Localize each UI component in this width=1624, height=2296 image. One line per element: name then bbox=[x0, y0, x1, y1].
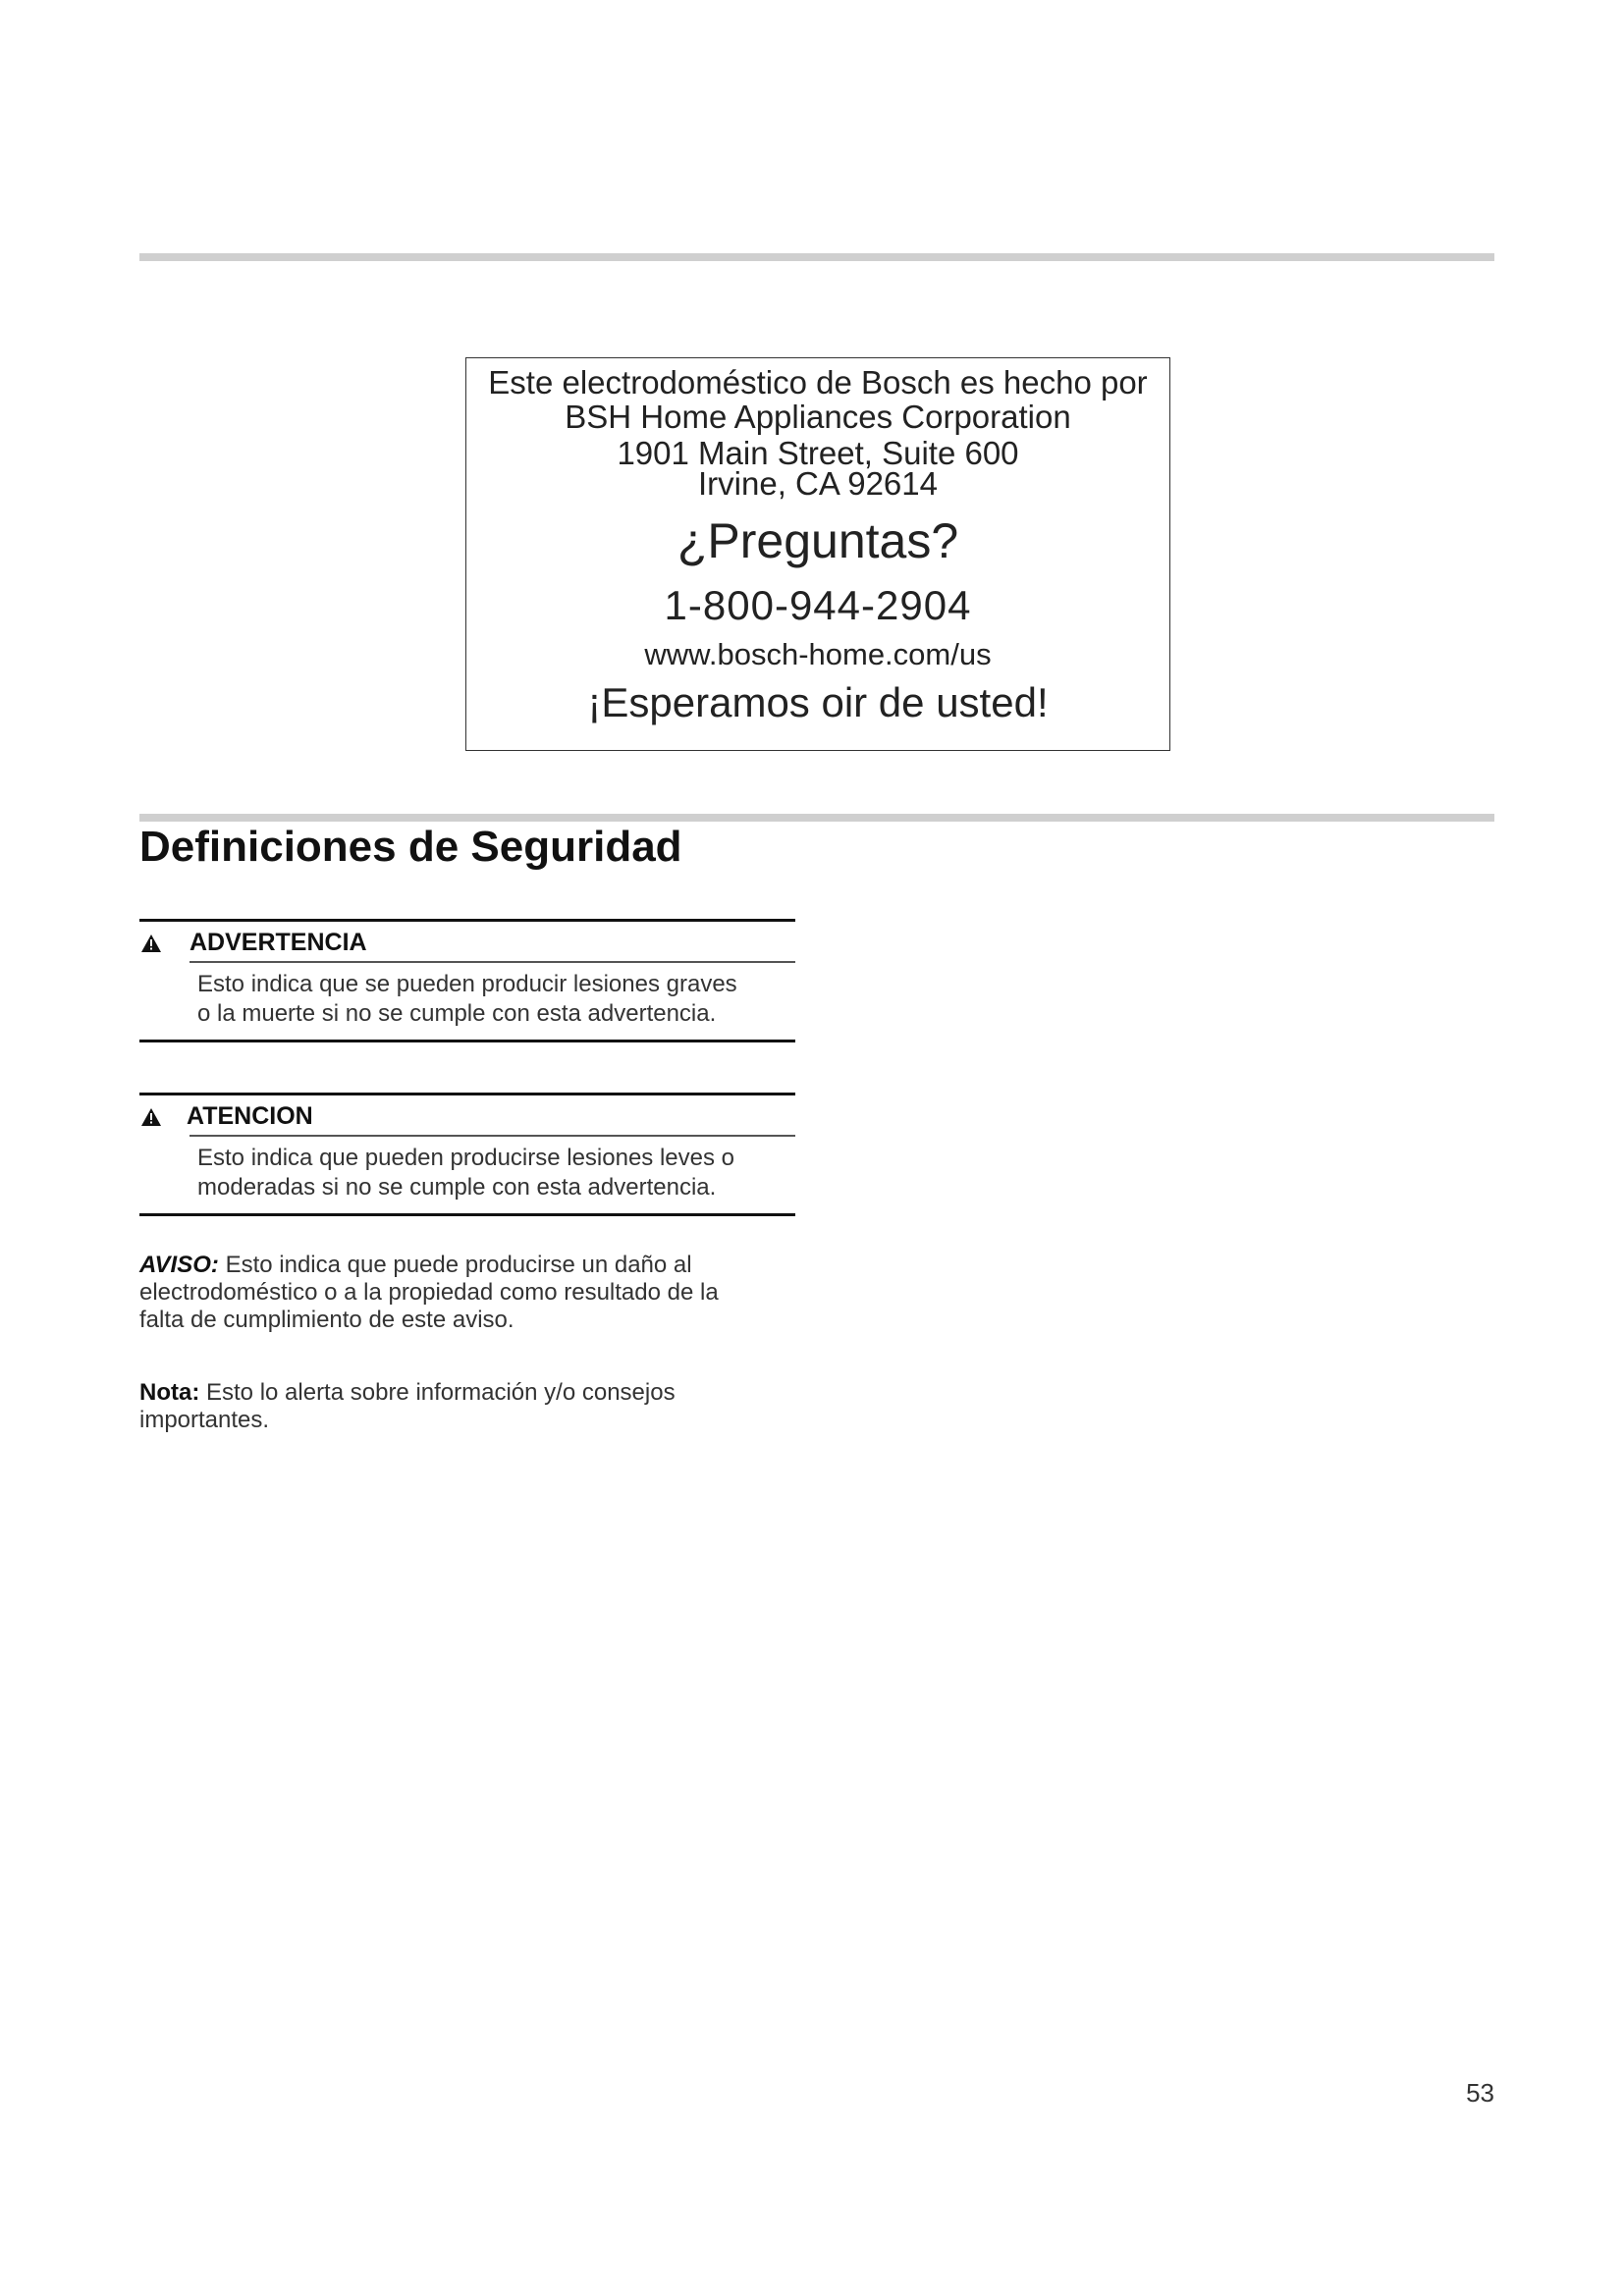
warning-text-line: Esto indica que se pueden producir lesiones graves bbox=[197, 970, 737, 997]
caution-text bbox=[197, 1137, 795, 1202]
nota-note bbox=[139, 1379, 807, 1434]
page-number: 53 bbox=[1466, 2078, 1494, 2108]
city-state-zip: Irvine, CA 92614 bbox=[698, 465, 938, 502]
warning-text-line: o la muerte si no se cumple con esta advertencia. bbox=[197, 999, 717, 1027]
caution-header bbox=[139, 1095, 795, 1135]
warning-header bbox=[139, 922, 795, 961]
questions-heading: ¿Preguntas? bbox=[677, 513, 959, 568]
warning-triangle-icon bbox=[141, 1108, 161, 1126]
aviso-line: electrodoméstico o a la propiedad como resultado de la bbox=[139, 1279, 719, 1306]
caution-block bbox=[139, 1093, 795, 1216]
aviso-line: falta de cumplimiento de este aviso. bbox=[139, 1307, 514, 1333]
aviso-text: Esto indica que puede producirse un daño al bbox=[225, 1252, 692, 1278]
nota-label: Nota: bbox=[139, 1379, 200, 1406]
closing-message: ¡Esperamos oir de usted! bbox=[587, 679, 1049, 725]
caution-text-line: Esto indica que pueden producirse lesiones leves o bbox=[197, 1144, 735, 1171]
caution-text-line: moderadas si no se cumple con esta advertencia. bbox=[197, 1173, 717, 1201]
contact-info-box bbox=[465, 357, 1170, 751]
caution-bottom-rule bbox=[139, 1213, 795, 1216]
aviso-note bbox=[139, 1252, 807, 1334]
warning-text bbox=[197, 963, 795, 1029]
nota-line: importantes. bbox=[139, 1407, 270, 1433]
nota-line bbox=[139, 1379, 807, 1407]
aviso-line bbox=[139, 1252, 807, 1279]
phone-number: 1-800-944-2904 bbox=[664, 582, 972, 628]
section-heading: Definiciones de Seguridad bbox=[139, 823, 682, 871]
warning-label: ADVERTENCIA bbox=[189, 929, 367, 956]
street-address: 1901 Main Street, Suite 600 bbox=[617, 435, 1019, 471]
warning-bottom-rule bbox=[139, 1040, 795, 1042]
nota-text: Esto lo alerta sobre información y/o consejos bbox=[206, 1379, 676, 1406]
top-divider bbox=[139, 253, 1494, 261]
company-name: BSH Home Appliances Corporation bbox=[565, 399, 1071, 435]
warning-block bbox=[139, 919, 795, 1042]
caution-label: ATENCION bbox=[187, 1102, 313, 1130]
website-link[interactable]: www.bosch-home.com/us bbox=[644, 637, 992, 671]
manufacturer-line: Este electrodoméstico de Bosch es hecho por bbox=[488, 364, 1148, 400]
aviso-label: AVISO: bbox=[139, 1252, 219, 1278]
section-divider bbox=[139, 814, 1494, 822]
warning-triangle-icon bbox=[141, 934, 161, 952]
